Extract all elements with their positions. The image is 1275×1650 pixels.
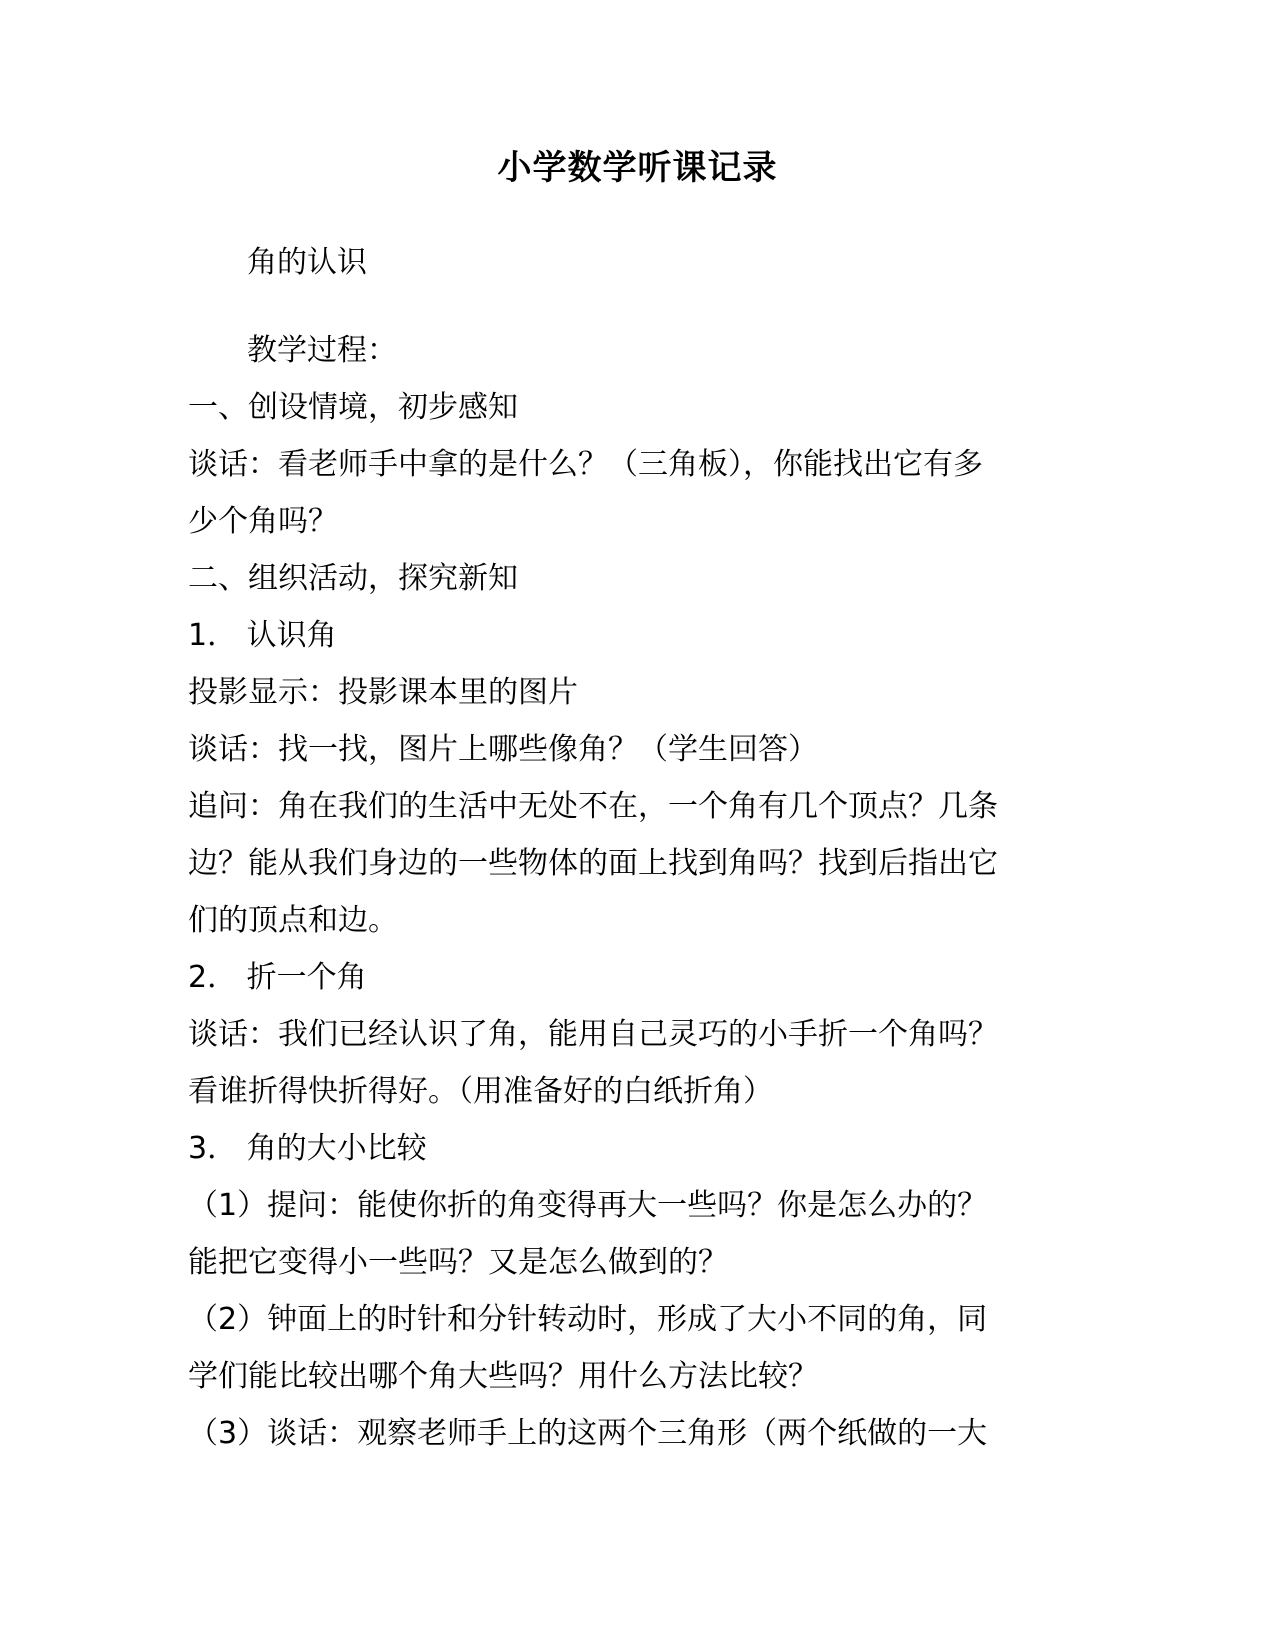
text-line: 们的顶点和边。 [188,903,398,938]
text-line: 投影显示：投影课本里的图片 [188,675,578,710]
text-line: 边？能从我们身边的一些物体的面上找到角吗？找到后指出它 [188,846,998,881]
text-line: 谈话：找一找，图片上哪些像角？（学生回答） [188,732,818,767]
subsection-heading-1: 1． 认识角 [188,618,337,653]
text-line: 看谁折得快折得好。（用准备好的白纸折角） [188,1074,773,1109]
section-heading-1: 一、创设情境，初步感知 [188,390,518,425]
subsection-heading-3: 3． 角的大小比较 [188,1131,427,1166]
section-heading-2: 二、组织活动，探究新知 [188,561,518,596]
text-line: 少个角吗？ [188,504,338,539]
subsection-heading-2: 2． 折一个角 [188,960,367,995]
text-line: 能把它变得小一些吗？又是怎么做到的？ [188,1245,728,1280]
text-line: 追问：角在我们的生活中无处不在，一个角有几个顶点？几条 [188,789,998,824]
text-line: 学们能比较出哪个角大些吗？用什么方法比较？ [188,1359,818,1394]
text-line: （1）提问：能使你折的角变得再大一些吗？你是怎么办的？ [188,1188,988,1223]
section-label-teaching-process: 教学过程： [247,333,397,368]
document-body [188,234,1088,1462]
text-line: （2）钟面上的时针和分针转动时，形成了大小不同的角，同 [188,1302,988,1337]
lesson-topic: 角的认识 [247,245,367,280]
document-title: 小学数学听课记录 [497,148,778,188]
text-line: 谈话：我们已经认识了角，能用自己灵巧的小手折一个角吗？ [188,1017,998,1052]
text-line: 谈话：看老师手中拿的是什么？（三角板），你能找出它有多 [188,447,983,482]
text-line: （3）谈话：观察老师手上的这两个三角形（两个纸做的一大 [188,1416,988,1451]
